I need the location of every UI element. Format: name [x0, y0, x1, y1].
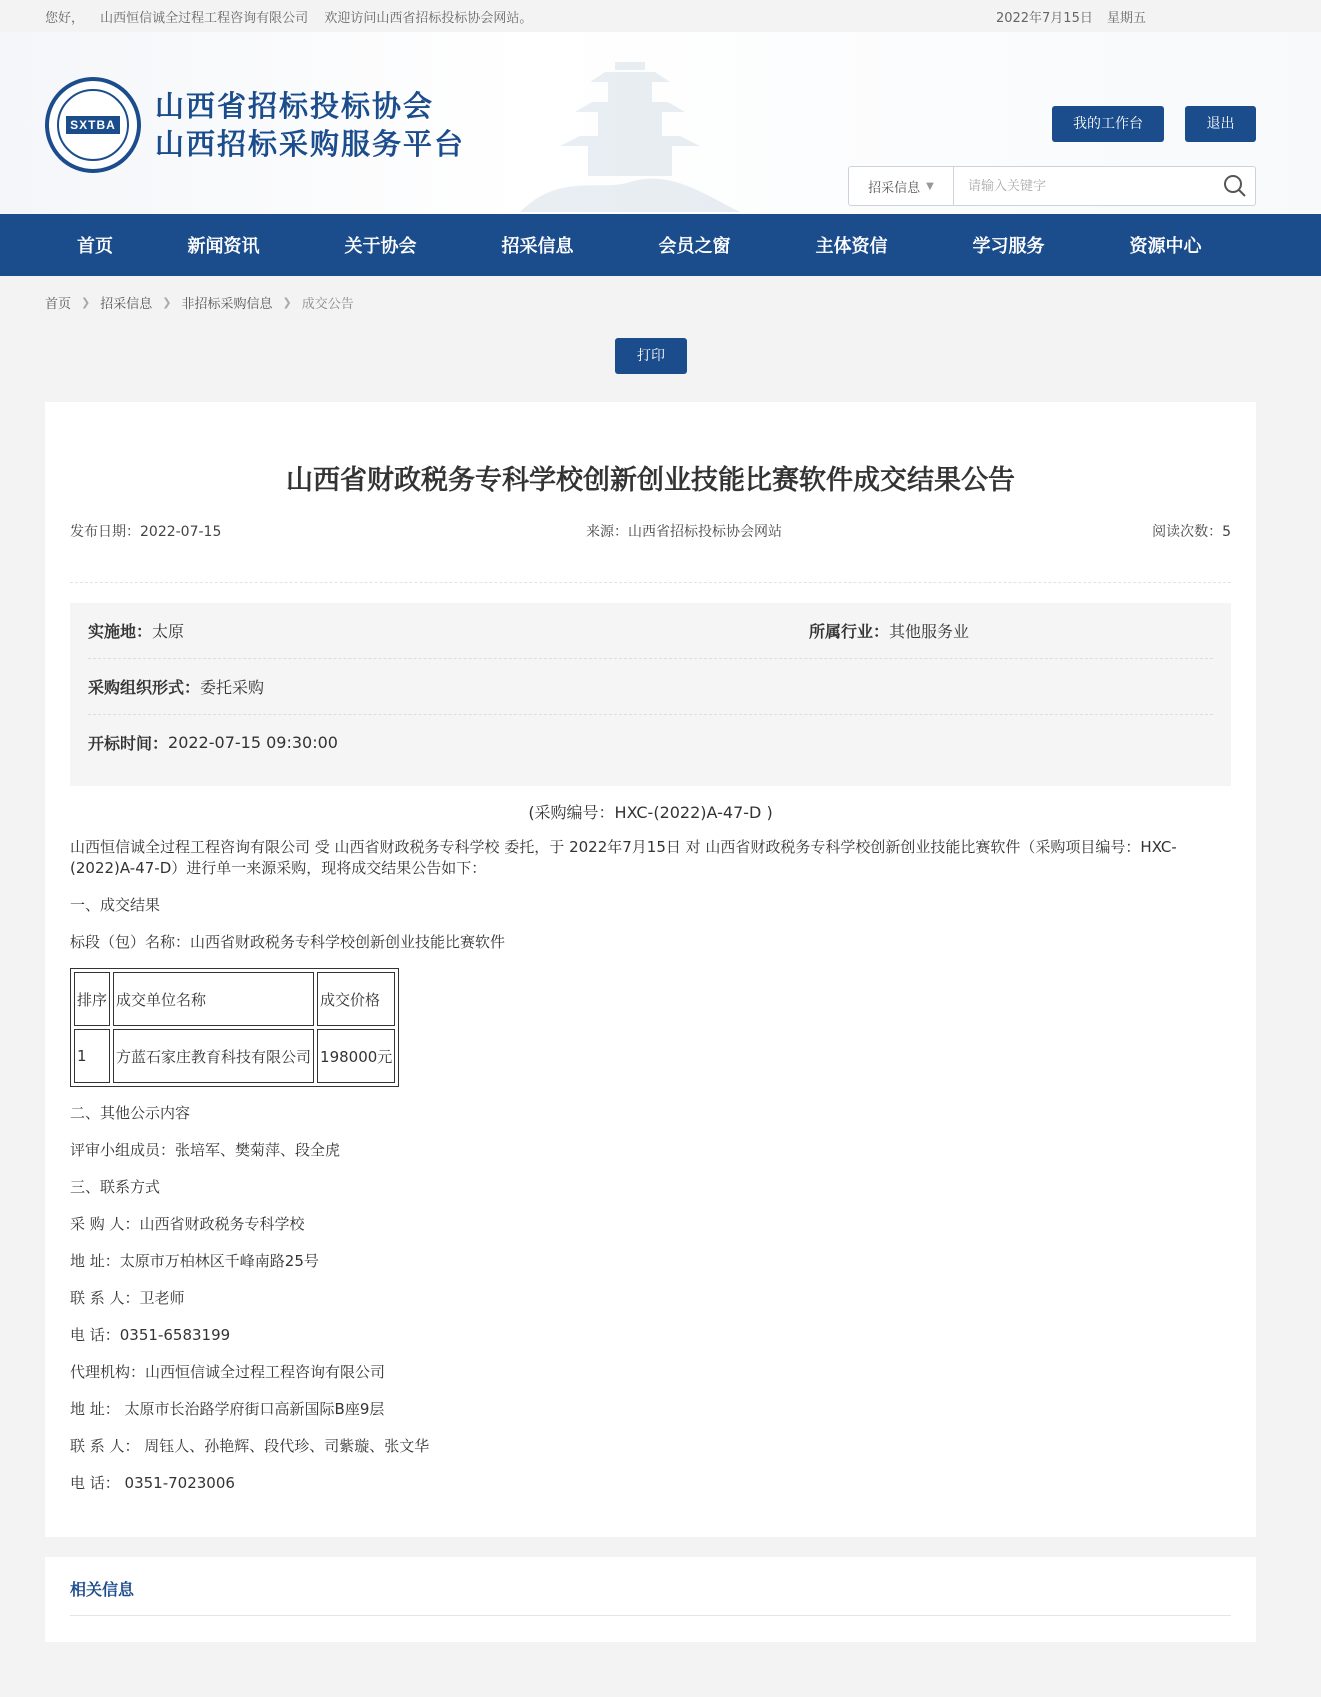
logout-button[interactable]: 退出 [1185, 106, 1256, 142]
article-panel [45, 402, 1256, 1537]
article-source [586, 520, 782, 544]
table-cell: 1 [74, 1029, 110, 1083]
print-row [0, 328, 1321, 388]
org-form-label: 采购组织形式： [88, 678, 201, 697]
review-panel: 评审小组成员：张培军、樊菊萍、段全虎 [70, 1141, 341, 1159]
view-count-value: 5 [1222, 524, 1231, 540]
buyer-name: 采 购 人：山西省财政税务专科学校 [70, 1215, 305, 1233]
nav-item-news[interactable]: 新闻资讯 [187, 236, 260, 257]
agency-address: 地 址： 太原市长治路学府街口高新国际B座9层 [70, 1400, 385, 1418]
date-text: 2022年7月15日 [995, 10, 1093, 26]
nav-item-learning[interactable]: 学习服务 [972, 236, 1045, 257]
view-count [1152, 520, 1231, 544]
current-date [996, 7, 1146, 26]
search-category-select[interactable] [849, 167, 954, 205]
article-meta [70, 520, 1231, 544]
breadcrumb-procurement[interactable]: 招采信息 [100, 296, 153, 312]
publish-date-label: 发布日期： [70, 524, 140, 540]
section-result-heading: 一、成交结果 [70, 896, 161, 914]
logo-title-line2: 山西招标采购服务平台 [155, 127, 466, 161]
buyer-address: 地 址：太原市万柏林区千峰南路25号 [70, 1252, 319, 1270]
open-time-label: 开标时间： [88, 734, 169, 753]
article-title: 山西省财政税务专科学校创新创业技能比赛软件成交结果公告 [286, 465, 1015, 496]
divider [70, 582, 1231, 583]
logo-title-line1: 山西省招标投标协会 [155, 89, 435, 123]
breadcrumb [0, 276, 1321, 328]
greeting: 您好， [45, 10, 85, 26]
publish-date-value: 2022-07-15 [140, 524, 222, 540]
workbench-button[interactable]: 我的工作台 [1052, 106, 1164, 142]
search-category-label: 招采信息 [868, 180, 921, 196]
weekday-text: 星期五 [1106, 10, 1146, 26]
section-contact-heading: 三、联系方式 [70, 1178, 161, 1196]
user-company: 山西恒信诚全过程工程咨询有限公司 [100, 10, 309, 26]
agency-contact: 联 系 人： 周钰人、孙艳辉、段代珍、司紫璇、张文华 [70, 1437, 430, 1455]
breadcrumb-home[interactable]: 首页 [45, 296, 72, 312]
procurement-code: (采购编号：HXC-(2022)A-47-D ) [528, 803, 773, 822]
industry-value: 其他服务业 [889, 622, 970, 641]
industry-label: 所属行业： [809, 622, 890, 641]
chevron-right-icon: ❯ [162, 295, 172, 309]
related-info-title: 相关信息 [70, 1565, 1231, 1616]
industry [809, 619, 969, 642]
pagoda-watermark-icon [520, 52, 740, 212]
site-logo[interactable] [45, 77, 465, 173]
nav-item-home[interactable]: 首页 [77, 236, 113, 257]
open-time-value: 2022-07-15 09:30:00 [168, 733, 338, 752]
main-nav [0, 214, 1321, 276]
search-bar [848, 166, 1256, 206]
publish-date [70, 520, 221, 544]
chevron-down-icon: ▼ [926, 180, 934, 192]
result-table [70, 968, 399, 1087]
search-input[interactable] [954, 179, 1215, 194]
chevron-right-icon: ❯ [81, 295, 91, 309]
location-value: 太原 [152, 622, 185, 641]
agency-name: 代理机构：山西恒信诚全过程工程咨询有限公司 [70, 1363, 386, 1381]
welcome-message: 欢迎访问山西省招标投标协会网站。 [324, 10, 533, 26]
view-count-label: 阅读次数： [1152, 524, 1223, 540]
table-header-cell: 排序 [74, 972, 110, 1026]
buyer-phone: 电 话：0351-6583199 [70, 1326, 231, 1344]
search-icon[interactable] [1215, 167, 1255, 205]
project-info-box [70, 603, 1231, 786]
source-value: 山西省招标投标协会网站 [628, 524, 782, 540]
breadcrumb-non-tender[interactable]: 非招标采购信息 [181, 296, 273, 312]
table-header-cell: 成交价格 [317, 972, 395, 1026]
logo-title [155, 87, 465, 163]
info-row-org-form [88, 659, 1213, 715]
site-header [0, 32, 1321, 214]
org-form-value: 委托采购 [200, 678, 265, 697]
buyer-contact: 联 系 人：卫老师 [70, 1289, 185, 1307]
welcome-text [45, 7, 544, 26]
table-row [74, 1029, 395, 1083]
location-label: 实施地： [88, 622, 153, 641]
agency-phone: 电 话： 0351-7023006 [70, 1474, 235, 1492]
nav-item-members[interactable]: 会员之窗 [658, 236, 731, 257]
lot-name: 标段（包）名称：山西省财政税务专科学校创新创业技能比赛软件 [70, 933, 506, 951]
info-row-open-time [88, 715, 1213, 770]
seal-logo-icon [45, 77, 141, 173]
info-row-location [88, 603, 1213, 659]
related-info-panel [45, 1557, 1256, 1642]
intro-paragraph: 山西恒信诚全过程工程咨询有限公司 受 山西省财政税务专科学校 委托，于 2022年7月15日 对 山西省财政税务专科学校创新创业技能比赛软件（采购项目编号：HXC-(2022)A-47-D）进行单一来源采购，现将成交结果公告如下： [70, 838, 1177, 877]
table-cell: 方蓝石家庄教育科技有限公司 [113, 1029, 314, 1083]
source-label: 来源： [586, 524, 628, 540]
print-button[interactable]: 打印 [615, 338, 687, 374]
nav-item-procurement[interactable]: 招采信息 [501, 236, 574, 257]
chevron-right-icon: ❯ [282, 295, 292, 309]
nav-item-about[interactable]: 关于协会 [344, 236, 417, 257]
nav-item-resources[interactable]: 资源中心 [1129, 236, 1202, 257]
table-header-cell: 成交单位名称 [113, 972, 314, 1026]
nav-item-credit[interactable]: 主体资信 [815, 236, 888, 257]
top-bar [0, 0, 1321, 32]
section-other-heading: 二、其他公示内容 [70, 1104, 191, 1122]
logo-abbr: SXTBA [66, 116, 120, 134]
breadcrumb-current: 成交公告 [301, 296, 354, 312]
table-header-row [74, 972, 395, 1026]
table-cell: 198000元 [317, 1029, 395, 1083]
